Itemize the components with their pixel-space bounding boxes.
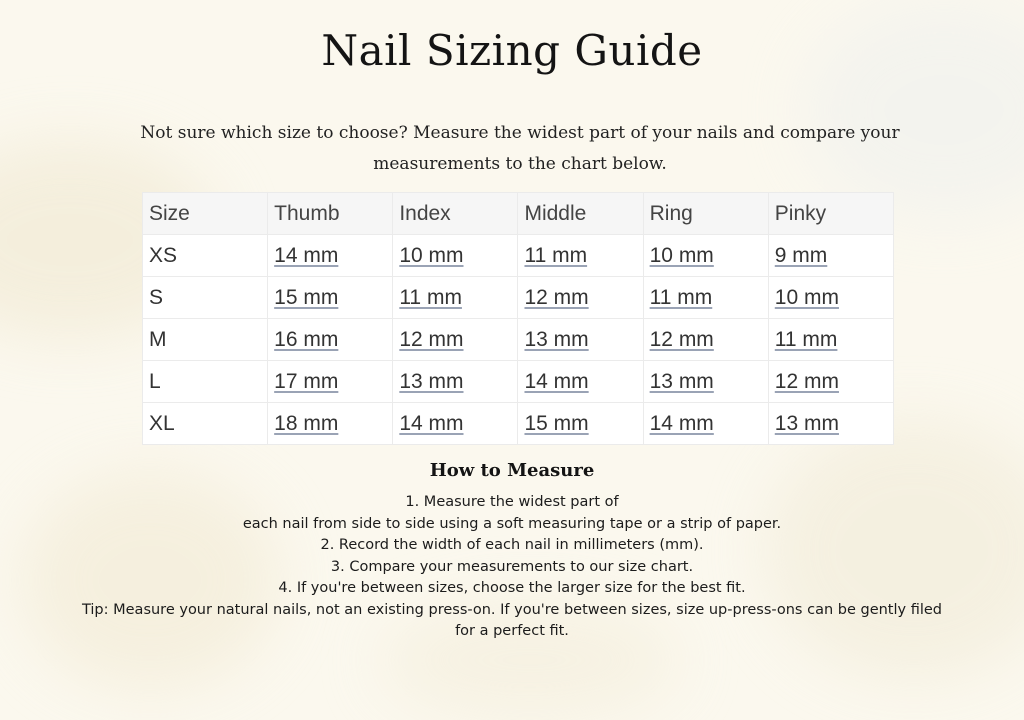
table-row [143, 403, 894, 445]
table-row [143, 319, 894, 361]
table-cell: 18 mm [268, 403, 393, 445]
header-size: Size [143, 193, 268, 235]
instruction-line: 4. If you're between sizes, choose the larger size for the best fit. [278, 580, 746, 596]
table-row [143, 235, 894, 277]
table-cell: 10 mm [768, 277, 893, 319]
table-cell: 12 mm [643, 319, 768, 361]
table-cell: 13 mm [643, 361, 768, 403]
tip-text: Tip: Measure your natural nails, not an existing press-on. If you're between sizes, size up-press-ons can be gently filed for a perfect fit. [81, 601, 942, 639]
measure-instructions [80, 492, 944, 643]
table-cell: 17 mm [268, 361, 393, 403]
instruction-line: each nail from side to side using a soft measuring tape or a strip of paper. [242, 515, 782, 532]
header-middle: Middle [518, 193, 643, 235]
table-cell: 12 mm [768, 361, 893, 403]
size-chart-table [142, 192, 894, 445]
size-label: XL [143, 403, 268, 445]
table-cell: 14 mm [643, 403, 768, 445]
table-cell: 9 mm [768, 235, 893, 277]
table-cell: 11 mm [393, 277, 518, 319]
instruction-line: 2. Record the width of each nail in millimeters (mm). [320, 537, 704, 553]
instruction-line: 3. Compare your measurements to our size chart. [330, 558, 694, 575]
table-cell: 13 mm [518, 319, 643, 361]
table-cell: 11 mm [518, 235, 643, 277]
table-row [143, 277, 894, 319]
table-cell: 14 mm [393, 403, 518, 445]
table-cell: 10 mm [393, 235, 518, 277]
table-row [143, 361, 894, 403]
table-cell: 14 mm [268, 235, 393, 277]
table-cell: 15 mm [268, 277, 393, 319]
intro-text: Not sure which size to choose? Measure the widest part of your nails and compare your measurements to the chart below. [140, 123, 900, 174]
table-cell: 12 mm [393, 319, 518, 361]
table-cell: 15 mm [518, 403, 643, 445]
table-cell: 14 mm [518, 361, 643, 403]
table-cell: 12 mm [518, 277, 643, 319]
table-cell: 10 mm [643, 235, 768, 277]
page-title: Nail Sizing Guide [321, 26, 703, 75]
table-cell: 13 mm [768, 403, 893, 445]
instruction-line: 1. Measure the widest part of [405, 494, 619, 510]
table-header-row [143, 193, 894, 235]
header-thumb: Thumb [268, 193, 393, 235]
header-ring: Ring [643, 193, 768, 235]
how-to-measure-heading: How to Measure [429, 460, 595, 481]
table-cell: 13 mm [393, 361, 518, 403]
size-label: XS [143, 235, 268, 277]
header-pinky: Pinky [768, 193, 893, 235]
size-label: M [143, 319, 268, 361]
header-index: Index [393, 193, 518, 235]
table-cell: 16 mm [268, 319, 393, 361]
table-cell: 11 mm [768, 319, 893, 361]
table-cell: 11 mm [643, 277, 768, 319]
size-label: S [143, 277, 268, 319]
size-label: L [143, 361, 268, 403]
